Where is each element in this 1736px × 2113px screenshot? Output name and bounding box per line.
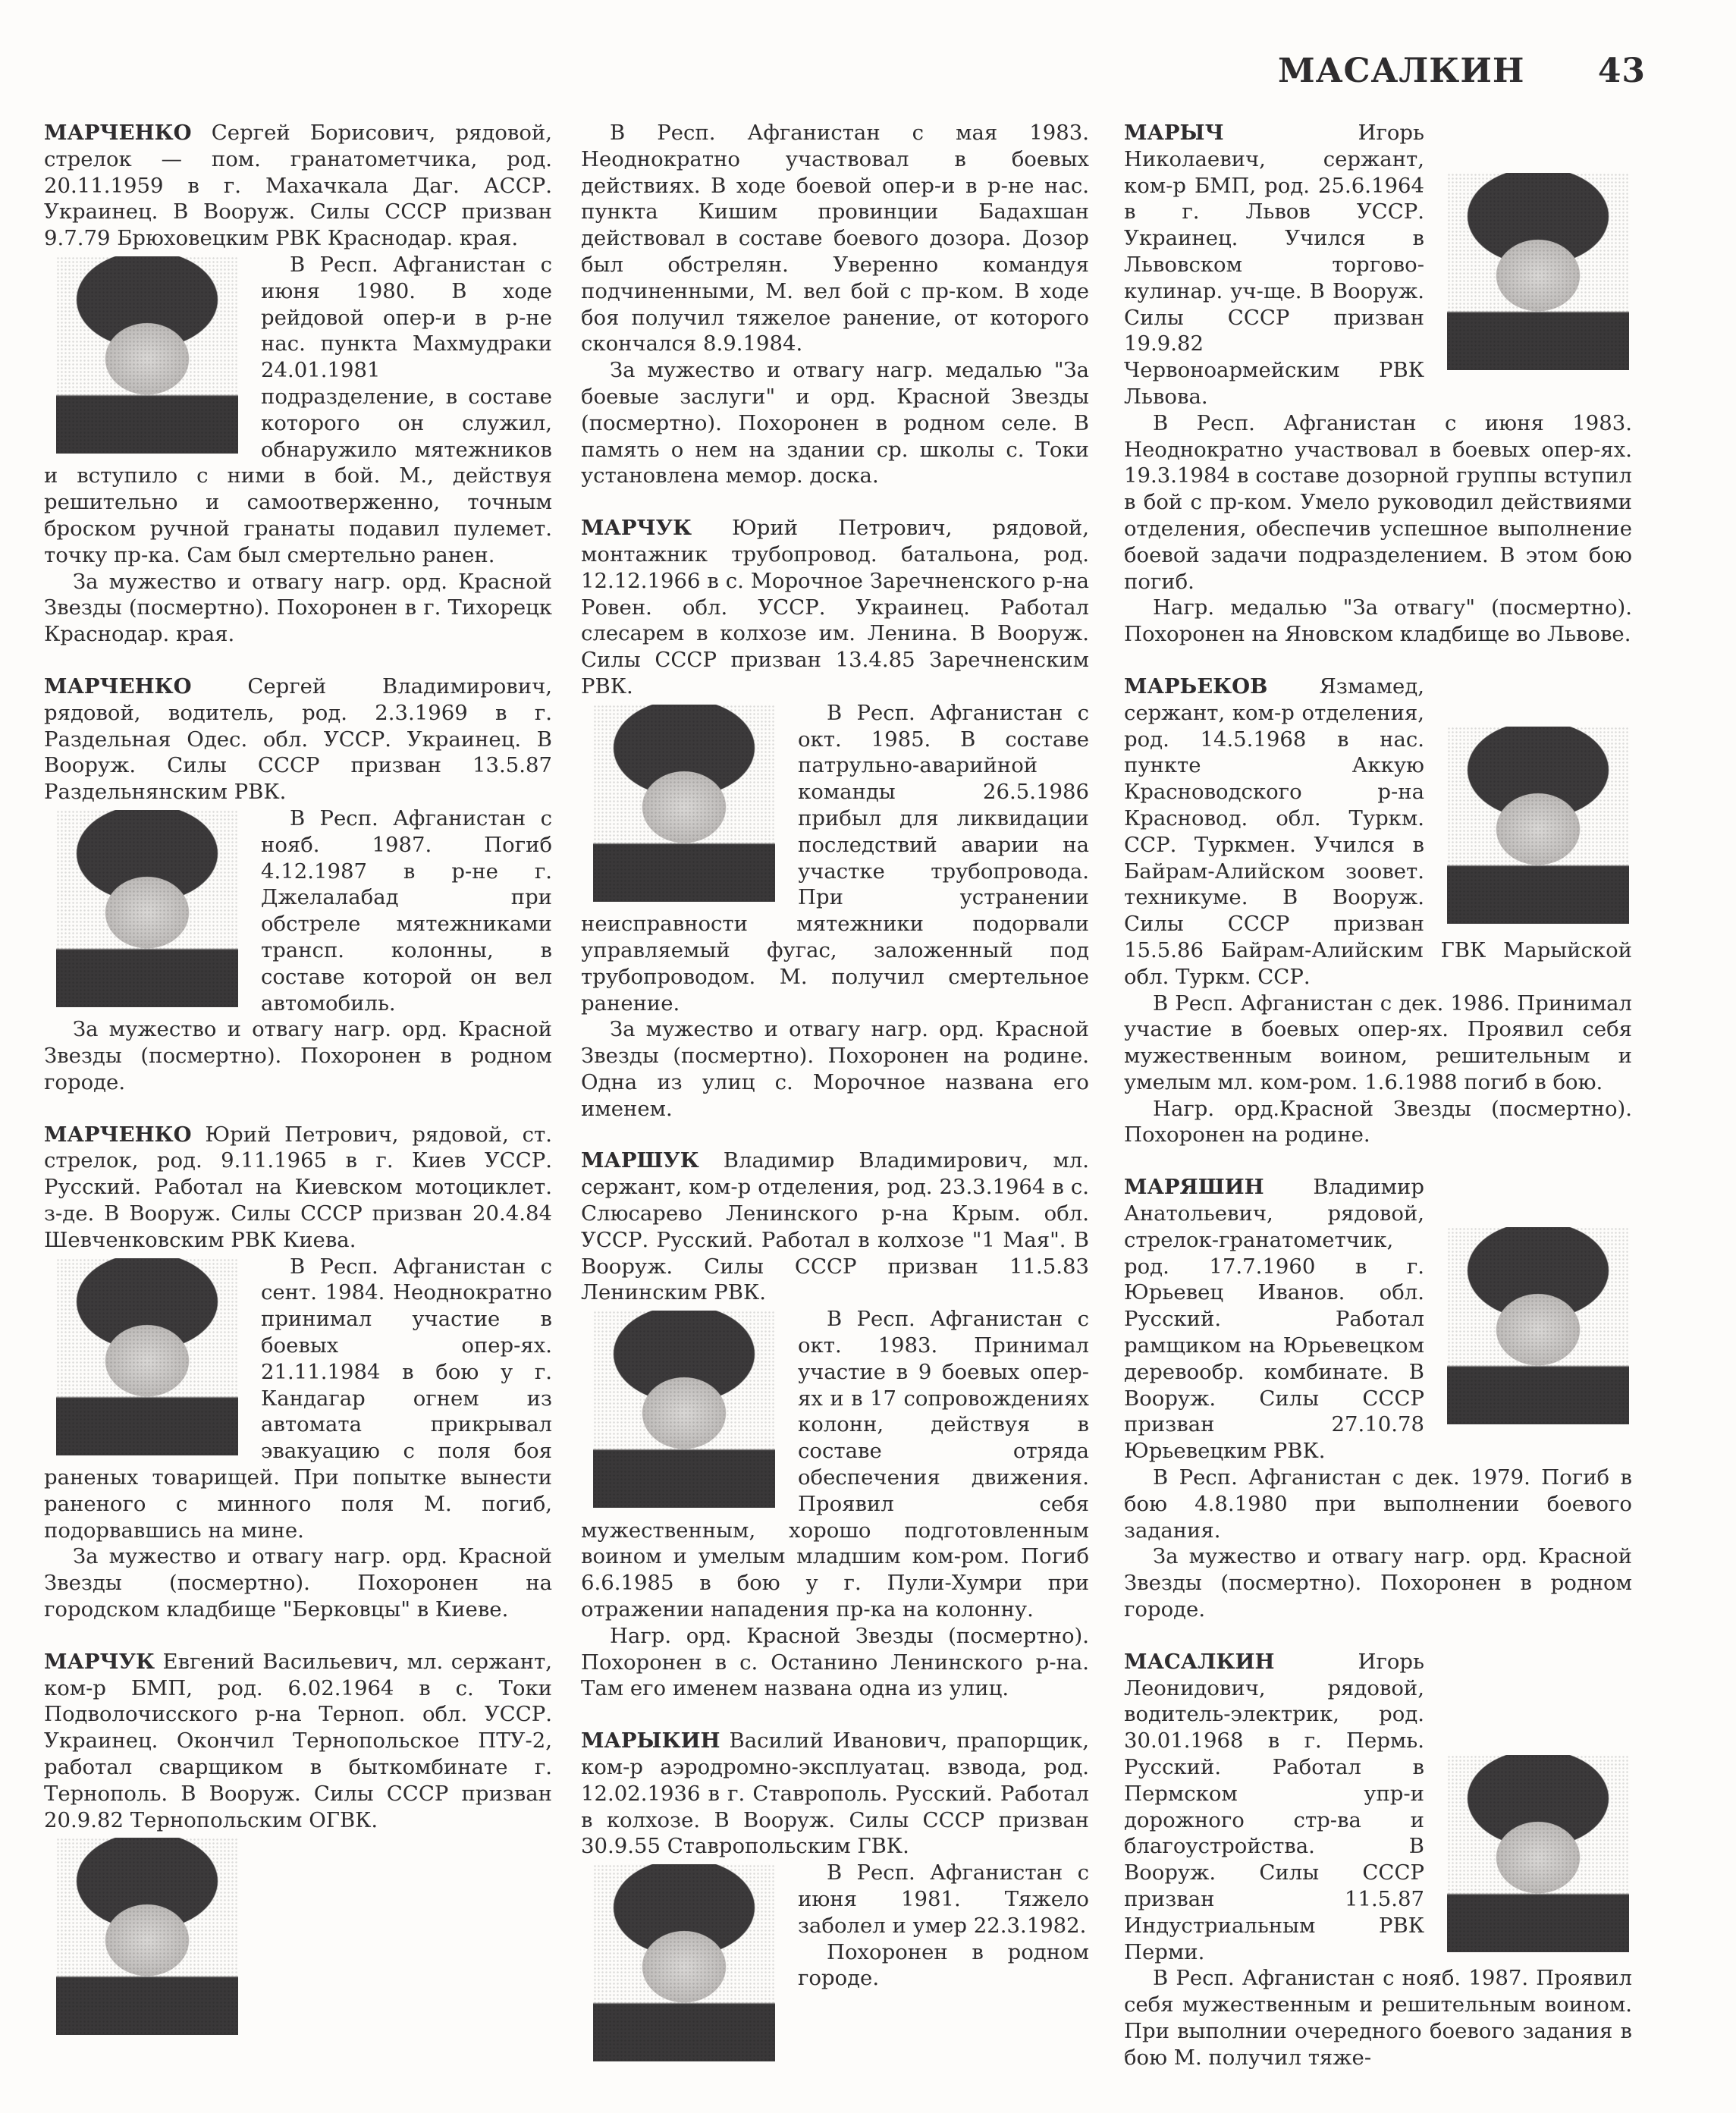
entry-surname: МАРЬЕКОВ [1124,673,1268,699]
entry-surname: МАРЧЕНКО [44,673,192,699]
entry-award: За мужество и отвагу нагр. орд. Красной Звезды (посмертно). Похоронен на городском кладбище "Берковцы" в Киеве. [44,1544,552,1622]
entry-service: В Респ. Афганистан с дек. 1986. Принимал участие в боевых опер-ях. Проявил себя мужественным воином, решительным и умелым мл. ком-ром. 1.6.1988 погиб в бою. [1124,991,1632,1094]
column-3 [1124,120,1632,2097]
entry-service: В Респ. Афганистан с июня 1980. В ходе рейдовой опер-и в р-не нас. пункта Махмудраки 24.01.1981 подразделение, в составе которого он служил, обнаружило мятежников и вступило с ними в бой. М., действуя решительно и самоотверженно, точным броском ручной гранаты подавил пулемет. точку пр-ка. Сам был смертельно ранен. [44,252,552,567]
entry-bio: Владимир Владимирович, мл. сержант, ком-р отделения, род. 23.3.1964 в с. Слюсарево Ленинского р-на Крым. обл. УССР. Русский. Работал в колхозе "1 Мая". В Вооруж. Силы СССР призван 11.5.83 Ленинским РВК. [581,1148,1089,1305]
column-2 [581,120,1089,2061]
entry-surname: МАРЧЕНКО [44,121,192,145]
entry-maryashin-vladimir [1124,1174,1632,1623]
entry-surname: МАРЫКИН [581,1728,720,1754]
entry-marchuk-yuriy [581,515,1089,1122]
portrait-photo [1447,1755,1629,1952]
entry-marchenko-sergey-b [44,120,552,648]
entry-service: В Респ. Афганистан с нояб. 1987. Проявил себя мужественным и решительным воином. При выполнии очередного боевого задания в бою М. получил тяже- [1124,1966,1632,2070]
entry-bio: Игорь Николаевич, сержант, ком-р БМП, род. 25.6.1964 в г. Львов УССР. Украинец. Учился в Львовском торгово-кулинар. уч-ще. В Вооруж. Силы СССР призван 19.9.82 Червоноармейским РВК Львова. [1124,121,1424,409]
entry-award: Нагр. медалью "За отвагу" (посмертно). Похоронен на Яновском кладбище во Львове. [1124,595,1632,647]
portrait-photo [56,1258,238,1455]
entry-bio: Евгений Васильевич, мл. сержант, ком-р БМП, род. 6.02.1964 в с. Токи Подволочисского р-на Терноп. обл. УССР. Украинец. Окончил Тернопольское ПТУ-2, работал сварщиком в быткомбинате г. Тернополь. В Вооруж. Силы СССР призван 20.9.82 Тернопольским ОГВК. [44,1649,552,1832]
entry-award: Похоронен в родном городе. [798,1939,1089,1991]
entry-marchuk-evgeniy-continued [581,120,1089,489]
entry-marchenko-sergey-v [44,673,552,1096]
portrait-photo [56,1838,238,2035]
entry-marykin-vasiliy [581,1728,1089,1992]
entry-marshuk-vladimir [581,1148,1089,1702]
portrait-photo [593,705,775,902]
portrait-photo [593,1311,775,1508]
entry-award: Нагр. орд.Красной Звезды (посмертно). Похоронен на родине. [1124,1096,1632,1148]
portrait-photo [1447,727,1629,924]
entry-surname: МАРЫЧ [1124,121,1224,145]
entry-bio: Сергей Борисович, рядовой, стрелок — пом. гранатометчика, род. 20.11.1959 в г. Махачкала Даг. АССР. Украинец. В Вооруж. Силы СССР призван 9.7.79 Брюховецким РВК Краснодар. края. [44,121,552,251]
entry-award: За мужество и отвагу нагр. медалью "За боевые заслуги" и орд. Красной Звезды (посмертно). Похоронен в родном селе. В память о нем на здании ср. школы с. Токи установлена мемор. доска. [581,358,1089,488]
entry-service: В Респ. Афганистан с июня 1983. Неоднократно участвовал в боевых опер-ях. 19.3.1984 в составе дозорной группы вступил в бой с пр-ком. Умело руководил действиями отделения, обеспечив успешное выполнение боевой задачи подразделением. В этом бою погиб. [1124,410,1632,594]
entry-bio: Игорь Леонидович, рядовой, водитель-электрик, род. 30.01.1968 в г. Пермь. Русский. Работал в Пермском упр-и дорожного стр-ва и благоустройства. В Вооруж. Силы СССР призван 11.5.87 Индустриальным РВК Перми. [1124,1649,1424,1964]
entry-marchuk-evgeniy [44,1649,552,1834]
entry-masalkin-igor [1124,1649,1632,2071]
portrait-photo [1447,173,1629,370]
entry-award: За мужество и отвагу нагр. орд. Красной Звезды (посмертно). Похоронен на родине. Одна из улиц с. Морочное названа его именем. [581,1017,1089,1121]
entry-bio: Василий Иванович, прапорщик, ком-р аэродромно-эксплуатац. взвода, род. 12.02.1936 в г. Ставрополь. Русский. Работал в колхозе. В Вооруж. Силы СССР призван 30.9.55 Ставропольским ГВК. [581,1728,1089,1859]
entry-surname: МАРЧУК [44,1649,155,1674]
portrait-photo [593,1864,775,2061]
entry-bio: Язмамед, сержант, ком-р отделения, род. 14.5.1968 в нас. пункте Аккую Красноводского р-на Красновод. обл. Туркм. ССР. Туркмен. Учился в Байрам-Алийском зоовет. техникуме. В Вооруж. Силы СССР призван 15.5.86 Байрам-Алийским ГВК Марыйской обл. Туркм. ССР. [1124,673,1632,989]
entry-marekov-yazmamed [1124,673,1632,1148]
entry-service: В Респ. Афганистан с окт. 1985. В составе патрульно-аварийной команды 26.5.1986 прибыл для ликвидации последствий аварии на участке трубопровода. При устранении неисправности мятежники подорвали управляемый фугас, заложенный под трубопроводом. М. получил смертельное ранение. [581,700,1089,1016]
entry-bio: Владимир Анатольевич, рядовой, стрелок-гранатометчик, род. 17.7.1960 в г. Юрьевец Иванов. обл. Русский. Работал рамщиком на Юрьевецком деревообр. комбинате. В Вооруж. Силы СССР призван 27.10.78 Юрьевецким РВК. [1124,1175,1424,1464]
entry-award: За мужество и отвагу нагр. орд. Красной Звезды (посмертно). Похоронен в родном городе. [1124,1544,1632,1622]
entry-surname: МАРЯШИН [1124,1175,1264,1200]
entry-service: В Респ. Афганистан с нояб. 1987. Погиб 4.12.1987 в р-не г. Джелалабад при обстреле мятежниками трансп. колонны, в составе которой он вел автомобиль. [261,805,552,1016]
portrait-photo [1447,1227,1629,1424]
entry-service: В Респ. Афганистан с мая 1983. Неоднократно участвовал в боевых действиях. В ходе боевой опер-и в р-не нас. пункта Кишим провинции Бадахшан действовал в составе боевого дозора. Дозор был обстрелян. Уверенно командуя подчиненными, М. вел бой с пр-ком. В ходе боя получил тяжелое ранение, от которого скончался 8.9.1984. [581,121,1089,356]
running-head-title: МАСАЛКИН [1278,52,1525,90]
entry-award: Нагр. орд. Красной Звезды (посмертно). Похоронен в с. Останино Ленинского р-на. Там его именем названа одна из улиц. [581,1623,1089,1701]
portrait-photo [56,256,238,454]
entry-bio: Юрий Петрович, рядовой, монтажник трубопровод. батальона, род. 12.12.1966 в с. Морочное Заречненского р-на Ровен. обл. УССР. Украинец. Работал слесарем в колхозе им. Ленина. В Вооруж. Силы СССР призван 13.4.85 Заречненским РВК. [581,516,1089,699]
entry-surname: МАРЧУК [581,516,692,541]
entry-surname: МАРЧЕНКО [44,1122,192,1147]
entry-surname: МАРШУК [581,1148,699,1173]
running-head [1278,52,1646,90]
page-number: 43 [1597,52,1647,90]
column-1 [44,120,552,2035]
entry-award: За мужество и отвагу нагр. орд. Красной Звезды (посмертно). Похоронен в родном городе. [44,1017,552,1094]
entry-service: В Респ. Афганистан с дек. 1979. Погиб в бою 4.8.1980 при выполнении боевого задания. [1124,1465,1632,1543]
entry-marych-igor [1124,120,1632,648]
entry-service: В Респ. Афганистан с июня 1981. Тяжело заболел и умер 22.3.1982. [798,1860,1089,1938]
portrait-photo [56,810,238,1007]
entry-bio: Сергей Владимирович, рядовой, водитель, род. 2.3.1969 в г. Раздельная Одес. обл. УССР. Украинец. В Вооруж. Силы СССР призван 13.5.87 Раздельнянским РВК. [44,673,552,805]
entry-bio: Юрий Петрович, рядовой, ст. стрелок, род. 9.11.1965 в г. Киев УССР. Русский. Работал на Киевском мотоциклет. з-де. В Вооруж. Силы СССР призван 20.4.84 Шевченковским РВК Киева. [44,1122,552,1252]
entry-surname: МАСАЛКИН [1124,1649,1275,1674]
entry-service: В Респ. Афганистан с окт. 1983. Принимал участие в 9 боевых опер-ях и в 17 сопровождениях колонн, действуя в составе отряда обеспечения движения. Проявил себя мужественным, хорошо подготовленным воином и умелым младшим ком-ром. Погиб 6.6.1985 в бою у г. Пули-Хумри при отражении нападения пр-ка на колонну. [581,1307,1089,1622]
entry-service: В Респ. Афганистан с сент. 1984. Неоднократно принимал участие в боевых опер-ях. 21.11.1984 в бою у г. Кандагар огнем из автомата прикрывал эвакуацию с поля боя раненых товарищей. При попытке вынести раненого с минного поля М. погиб, подорвавшись на мине. [44,1254,552,1543]
entry-award: За мужество и отвагу нагр. орд. Красной Звезды (посмертно). Похоронен в г. Тихорецк Краснодар. края. [44,569,552,647]
entry-marchenko-yuriy [44,1122,552,1623]
